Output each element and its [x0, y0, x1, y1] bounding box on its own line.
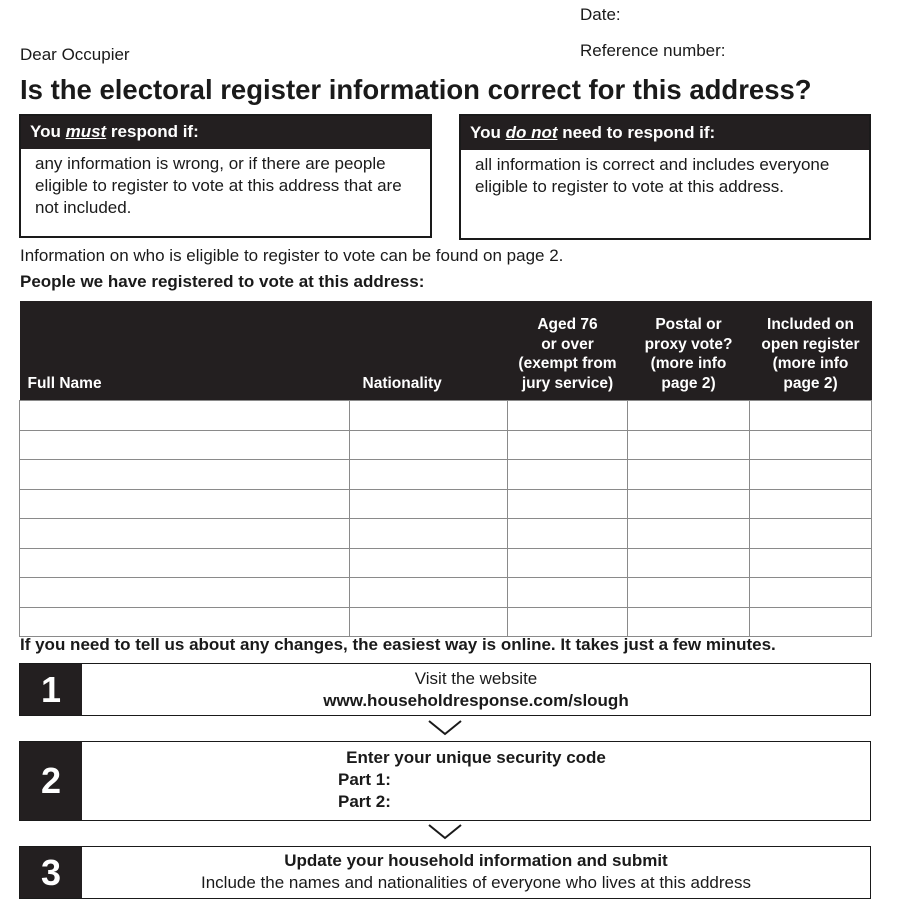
- table-row: [20, 519, 872, 549]
- salutation: Dear Occupier: [20, 45, 130, 64]
- date-label: Date:: [580, 5, 621, 24]
- table-row: [20, 489, 872, 519]
- chevron-down-icon: [428, 720, 462, 736]
- table-row: [20, 460, 872, 490]
- table-row: [20, 578, 872, 608]
- chevron-down-icon: [428, 824, 462, 840]
- step-1: [19, 663, 871, 716]
- must-respond-text: any information is wrong, or if there are people eligible to register to vote at this address that are not included.: [35, 154, 402, 217]
- col-full-name: Full Name: [20, 301, 350, 401]
- eligibility-info: Information on who is eligible to register to vote can be found on page 2.: [20, 246, 564, 265]
- no-response-needed-box: [459, 114, 871, 240]
- col-postal-proxy: Postal or proxy vote? (more info page 2): [628, 301, 750, 401]
- security-code-part-1: Part 1:: [338, 770, 391, 789]
- col-nationality: Nationality: [350, 301, 508, 401]
- step-2-number: 2: [20, 742, 82, 820]
- col-aged-76: Aged 76 or over (exempt from jury service): [508, 301, 628, 401]
- website-link[interactable]: www.householdresponse.com/slough: [323, 691, 629, 710]
- table-row: [20, 430, 872, 460]
- table-header-row: [20, 301, 872, 401]
- table-row: [20, 607, 872, 637]
- table-row: [20, 548, 872, 578]
- must-respond-box: [19, 114, 432, 238]
- must-respond-heading: You must respond if:: [21, 116, 430, 149]
- step-2: [19, 741, 871, 821]
- step-1-number: 1: [20, 664, 82, 715]
- step-3: [19, 846, 871, 899]
- col-open-register: Included on open register (more info page 2): [750, 301, 872, 401]
- must-emphasis: must: [65, 122, 107, 141]
- step-3-title: Update your household information and submit: [284, 851, 668, 870]
- step-3-content: [82, 847, 870, 898]
- page-title: Is the electoral register information correct for this address?: [20, 74, 812, 105]
- table-row: [20, 401, 872, 431]
- no-response-heading: You do not need to respond if:: [461, 116, 869, 150]
- step-1-content: [82, 664, 870, 715]
- reference-number-label: Reference number:: [580, 41, 726, 60]
- changes-heading: If you need to tell us about any changes, the easiest way is online. It takes just a few minutes.: [20, 635, 776, 654]
- security-code-title: Enter your unique security code: [346, 748, 606, 767]
- step-3-text: Include the names and nationalities of everyone who lives at this address: [201, 873, 751, 892]
- registered-voters-table: [19, 301, 872, 637]
- no-response-text: all information is correct and includes everyone eligible to register to vote at this address.: [475, 155, 830, 196]
- step-1-instruction: Visit the website: [414, 669, 538, 688]
- do-not-emphasis: do not: [505, 123, 558, 142]
- step-2-content: [82, 742, 870, 820]
- step-3-number: 3: [20, 847, 82, 898]
- security-code-part-2: Part 2:: [338, 792, 391, 811]
- registered-people-heading: People we have registered to vote at this address:: [20, 272, 425, 291]
